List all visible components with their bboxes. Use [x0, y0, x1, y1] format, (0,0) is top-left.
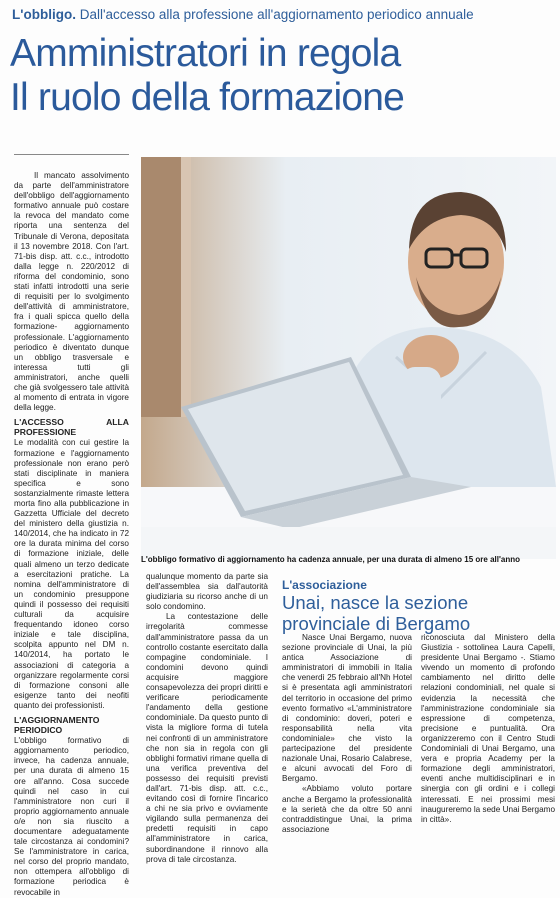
article-photo — [141, 157, 556, 559]
article-paragraph: qualunque momento da parte sia dell'assemblea sia dall'autorità giudiziaria su ricorso anche di un solo condomino. — [146, 572, 268, 612]
association-title: Unai, nasce la sezione provinciale di Bergamo — [282, 592, 471, 634]
article-paragraph: Le modalità con cui gestire la formazione e l'aggiornamento professionale non erano però stati disciplinate in maniera specifica e sono sostanzialmente rimaste lettera morta fino alla pubblicazione in Gazzetta Ufficiale del decreto del ministero della giustizia n. 140/2014, che ha indicato in 72 ore la durata minima del corso di formazione iniziale, delle quali almeno un terzo dedicate a esercitazioni pratiche. La nomina dell'amministratore di un condominio presuppone quindi il possesso dei requisiti culturali da acquisire frequentando idoneo corso iniziale e tale disciplina, scolpita appunto nel DM n. 140/2014, ha portato le associazioni di categoria a organizzare regolarmente corsi di formazione consoni alle esigenze tanto dei neofiti quanto dei professionisti. — [14, 438, 129, 710]
article-paragraph: Il mancato assolvimento da parte dell'amministratore dell'obbligo dell'aggiornamento formativo annuale può costare la revoca del mandato come riporta una sentenza del Tribunale di Verona, depositata il 13 novembre 2018. Con l'art. 71-bis disp. att. c.c., introdotto dalla legge n. 220/2012 di riforma del condominio, sono stati infatti introdotti una serie di requisiti per lo svolgimento dell'attività di amministratore, fra i quali spicca quello della formazione- aggiornamento professionale. L'aggiornamento periodico è diventato dunque un obbligo trasversale e interessa tutti gli amministratori, anche quelli che già svolgessero tale attività al momento di entrata in vigore della legge. — [14, 171, 129, 413]
article-paragraph: riconosciuta dal Ministero della Giustizia - sottolinea Laura Capelli, presidente Unai Bergamo -. Stiamo vivendo un momento di profondo cambiamento nel diritto delle relazioni condominiali, nel quale si evidenzia la necessità che l'amministrazione condominiale sia espressione di competenza, precisione e puntualità. Ora organizzeremo con il Centro Studi Condominiali di Unai Bergamo, una vera e propria Academy per la formazione degli amministratori, eventi anche multidisciplinari e in sinergia con gli ordini e i collegi interessati. E nei prossimi mesi inaugureremo la sede Unai Bergamo in città». — [421, 633, 555, 824]
association-tag: L'associazione — [282, 578, 367, 592]
association-box-header — [282, 578, 557, 634]
article-paragraph: Nasce Unai Bergamo, nuova sezione provinciale di Unai, la più antica Associazione di amministratori di immobili in Italia che venerdì 25 febbraio all'Nh Hotel si è presentata agli amministratori del territorio in occasione del primo evento formativo «L'amministratore di condominio: doveri, poteri e responsabilità nella vita condominiale» che visto la partecipazione del presidente nazionale Unai, Rosario Calabrese, e alcuni avvocati del Foro di Bergamo. — [282, 633, 412, 784]
column-top-rule — [14, 154, 129, 155]
headline — [10, 32, 555, 120]
subheading-accesso: L'ACCESSO ALLA PROFESSIONE — [14, 417, 129, 438]
kicker — [12, 6, 552, 24]
article-paragraph: «Abbiamo voluto portare anche a Bergamo la professionalità e la serietà che da oltre 50 anni contraddistingue Unai, la prima associazione — [282, 784, 412, 834]
man-with-laptop-image — [141, 157, 556, 559]
association-column-b — [421, 633, 555, 857]
article-paragraph: La contestazione delle irregolarità commesse dall'amministratore passa da un controllo costante esercitato dalla compagine condominiale. I condomini devono quindi acquisire maggiore consapevolezza dei propri diritti e verificare periodicamente l'andamento della gestione condominiale. Da questo punto di vista la migliore forma di tutela nei confronti di un amministratore che non sia in regola con gli obblighi formativi rimane quella di una verifica preventiva del possesso dei requisiti previsti dall'art. 71-bis disp. att. c.c., evitando così di fornire l'incarico a chi ne sia privo e ovviamente vigilando sulla permanenza dei predetti requisiti in capo all'amministratore in carica, subordinandone il rinnovo alla prova di tale circostanza. — [146, 612, 268, 864]
article-column-2 — [146, 572, 268, 864]
kicker-tag: L'obbligo. — [12, 7, 76, 22]
kicker-text: Dall'accesso alla professione all'aggiornamento periodico annuale — [79, 7, 474, 22]
photo-caption: L'obbligo formativo di aggiornamento ha cadenza annuale, per una durata di almeno 15 ore all'anno — [141, 555, 520, 564]
association-column-a — [282, 633, 412, 857]
headline-line-1: Amministratori in regola — [10, 32, 401, 75]
article-paragraph: L'obbligo formativo di aggiornamento periodico, invece, ha cadenza annuale, per una durata di almeno 15 ore all'anno. Cosa succede quindi nel caso in cui l'amministratore non curi il proprio aggiornamento annuale o/e non sia riuscito a documentare adeguatamente tale circostanza ai condomini? Se l'amministratore in carica, nel corso del proprio mandato, non ottempera all'obbligo di formazione periodica è revocabile in — [14, 736, 129, 897]
subheading-aggiornamento: L'AGGIORNAMENTO PERIODICO — [14, 714, 100, 736]
article-column-1 — [14, 171, 129, 897]
headline-line-2: Il ruolo della formazione — [10, 76, 405, 119]
